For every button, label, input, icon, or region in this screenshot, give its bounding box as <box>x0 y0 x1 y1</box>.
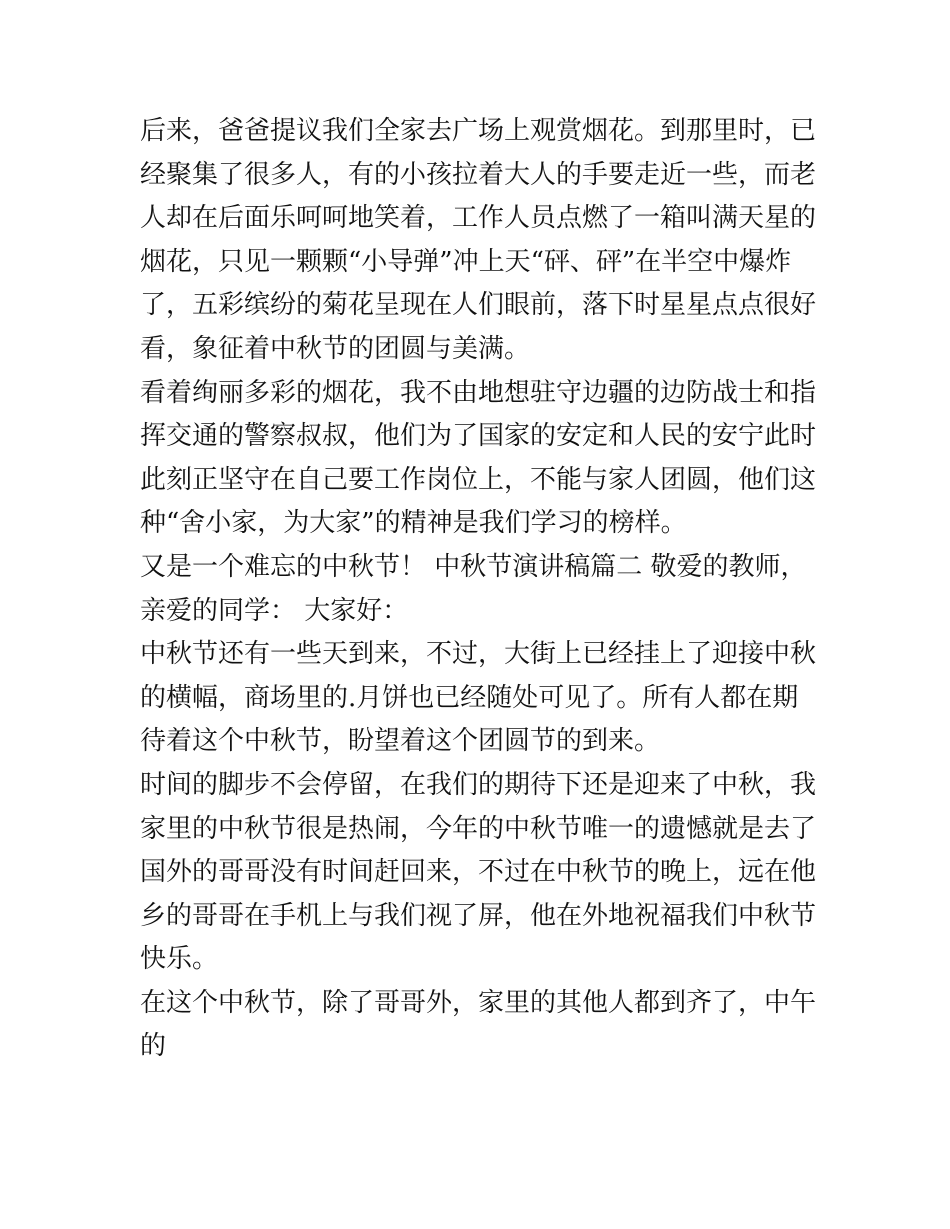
paragraph-brother-abroad: 时间的脚步不会停留，在我们的期待下还是迎来了中秋，我家里的中秋节很是热闹，今年的中秋节唯一的遗憾就是去了国外的哥哥没有时间赶回来，不过在中秋节的晚上，远在他乡的哥哥在手机上与我们视了屏，他在外地祝福我们中秋节快乐。 <box>140 769 817 975</box>
paragraph-family-gathering: 在这个中秋节，除了哥哥外，家里的其他人都到齐了，中午的 <box>140 987 817 1062</box>
paragraph-soldiers: 看着绚丽多彩的烟花，我不由地想驻守边疆的边防战士和指挥交通的警察叔叔，他们为了国家的安定和人民的安宁此时此刻正坚守在自己要工作岗位上，不能与家人团圆，他们这种“舍小家，为大家”的精神是我们学习的榜样。 <box>140 377 817 539</box>
paragraph-speech-opening: 又是一个难忘的中秋节！ 中秋节演讲稿篇二 敬爱的教师，亲爱的同学： 大家好： <box>140 551 807 626</box>
paragraph-fireworks: 后来，爸爸提议我们全家去广场上观赏烟花。到那里时，已经聚集了很多人，有的小孩拉着大人的手要走近一些，而老人却在后面乐呵呵地笑着，工作人员点燃了一箱叫满天星的烟花，只见一颗颗“小导弹”冲上天“砰、砰”在半空中爆炸了，五彩缤纷的菊花呈现在人们眼前，落下时星星点点很好看，象征着中秋节的团圆与美满。 <box>140 116 817 364</box>
paragraph-anticipation: 中秋节还有一些天到来，不过，大街上已经挂上了迎接中秋的横幅，商场里的.月饼也已经随处可见了。所有人都在期待着这个中秋节，盼望着这个团圆节的到来。 <box>140 639 817 757</box>
document-body <box>140 110 820 1069</box>
